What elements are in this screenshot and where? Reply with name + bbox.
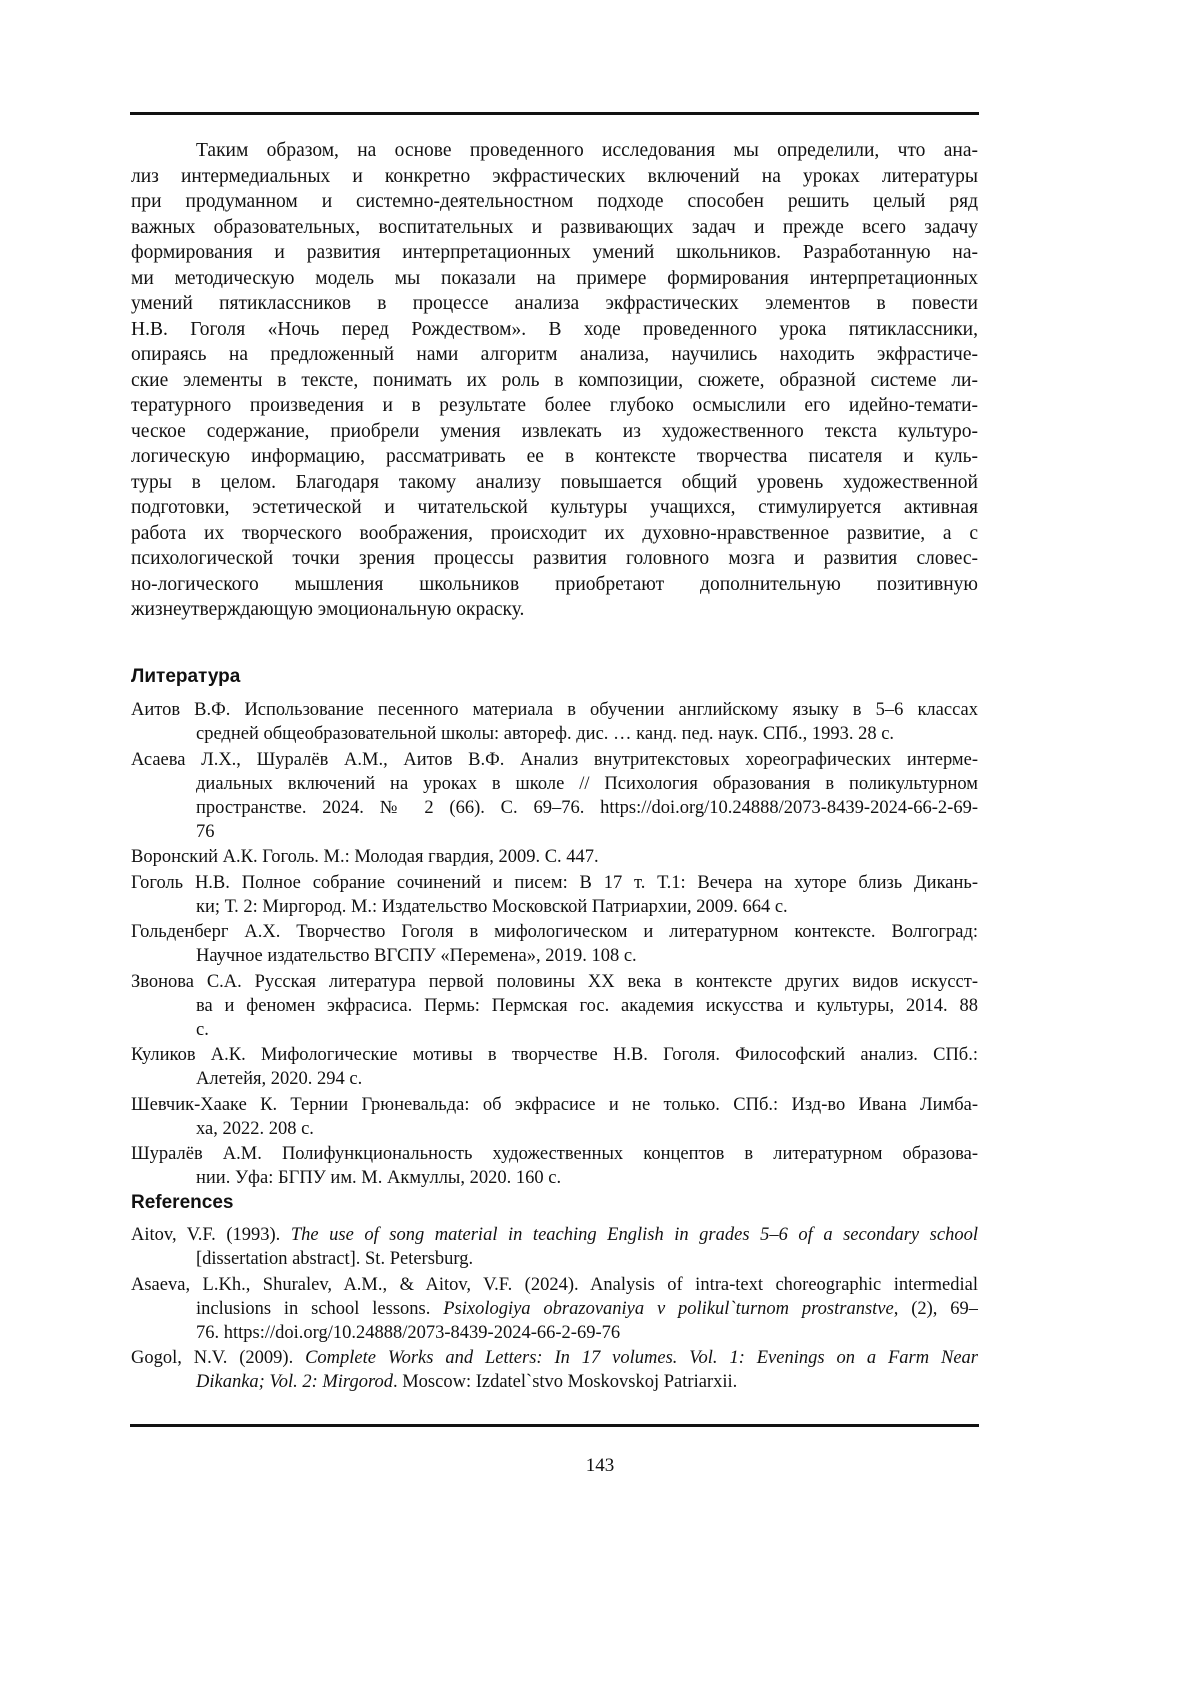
ref-text: Gogol, N.V. (2009).	[131, 1348, 306, 1368]
ref-line: Куликов А.К. Мифологические мотивы в творчестве Н.В. Гоголя. Философский анализ. СПб.:	[131, 1045, 978, 1065]
ref-line: Асаева Л.Х., Шуралёв А.М., Аитов В.Ф. Анализ внутритекстовых хореографических интерме-	[131, 749, 978, 770]
ref-line: 76	[196, 821, 215, 842]
text-line: Таким образом, на основе проведенного исследования мы определили, что ана-	[196, 140, 978, 161]
text-line: работа их творческого воображения, происходит их духовно-нравственное развитие, а с	[131, 522, 978, 544]
ref-line: ва и феномен экфрасиса. Пермь: Пермская гос. академия искусства и культуры, 2014. 88	[196, 995, 978, 1016]
reference-entry	[131, 1223, 978, 1271]
ref-title: Complete Works and Letters: In 17 volumes. Vol. 1: Evenings on a Farm Near	[305, 1348, 978, 1368]
text-line: при продуманном и системно-деятельностном подходе способен решить целый ряд	[131, 191, 978, 212]
body-paragraph	[131, 138, 978, 623]
literature-heading: Литература	[131, 666, 241, 687]
ref-line: нии. Уфа: БГПУ им. М. Акмуллы, 2020. 160 с.	[196, 1168, 562, 1188]
ref-line: Гоголь Н.В. Полное собрание сочинений и писем: В 17 т. Т.1: Вечера на хуторе близь Дикань-	[131, 872, 978, 893]
ref-line: средней общеобразовательной школы: автореф. дис. … канд. пед. наук. СПб., 1993. 28 с.	[196, 724, 895, 744]
ref-text: [dissertation abstract]. St. Petersburg.	[196, 1249, 474, 1269]
literature-entry	[131, 845, 978, 869]
ref-line: Гольденберг А.Х. Творчество Гоголя в мифологическом и литературном контексте. Волгоград:	[131, 922, 978, 942]
ref-text: . Moscow: Izdatel`stvo Moskovskoj Patriarxii.	[392, 1372, 738, 1392]
ref-line: Научное издательство ВГСПУ «Перемена», 2019. 108 с.	[196, 946, 637, 966]
ref-line: ха, 2022. 208 с.	[196, 1118, 314, 1139]
text-line: опираясь на предложенный нами алгоритм анализа, научились находить экфрастиче-	[131, 344, 978, 365]
text-line: формирования и развития интерпретационных умений школьников. Разработанную на-	[131, 242, 978, 263]
top-rule	[130, 112, 979, 115]
text-line: ми методическую модель мы показали на примере формирования интерпретационных	[131, 267, 978, 289]
ref-text: inclusions in school lessons.	[196, 1298, 444, 1319]
text-line: важных образовательных, воспитательных и развивающих задач и прежде всего задачу	[131, 216, 978, 238]
ref-line: Звонова С.А. Русская литература первой половины XX века в контексте других видов искусст-	[131, 971, 978, 992]
text-line: ские элементы в тексте, понимать их роль в композиции, сюжете, образной системе ли-	[131, 369, 978, 391]
text-line: психологической точки зрения процессы развития головного мозга и развития словес-	[131, 548, 978, 569]
bottom-rule	[130, 1424, 979, 1427]
text-line: Н.В. Гоголя «Ночь перед Рождеством». В ходе проведенного урока пятиклассники,	[131, 318, 978, 340]
ref-line: с.	[196, 1019, 209, 1040]
literature-entry	[131, 698, 978, 746]
text-line: подготовки, эстетической и читательской культуры учащихся, стимулируется активная	[131, 497, 978, 518]
reference-entry	[131, 1273, 978, 1345]
literature-entry	[131, 871, 978, 919]
text-line: лиз интермедиальных и конкретно экфрастических включений на уроках литературы	[131, 165, 978, 187]
text-line: умений пятиклассников в процессе анализа экфрастических элементов в повести	[131, 293, 978, 314]
ref-line: пространстве. 2024. № 2 (66). С. 69–76. https://doi.org/10.24888/2073-8439-2024-66-2-69-	[196, 797, 978, 818]
ref-title: The use of song material in teaching English in grades 5–6 of a secondary school	[290, 1225, 978, 1245]
ref-line: Аитов В.Ф. Использование песенного материала в обучении английскому языку в 5–6 классах	[131, 700, 978, 720]
references-list	[131, 1223, 978, 1396]
text-line: но-логического мышления школьников приобретают дополнительную позитивную	[131, 573, 978, 595]
ref-text: Asaeva, L.Kh., Shuralev, A.M., & Aitov, V.F. (2024). Analysis of intra-text choreographic intermedial	[131, 1274, 978, 1295]
ref-text: , (2), 69–	[893, 1298, 978, 1319]
literature-entry	[131, 970, 978, 1042]
text-line: логическую информацию, рассматривать ее в контексте творчества писателя и куль-	[131, 446, 978, 467]
ref-line: Шевчик-Хааке К. Тернии Грюневальда: об экфрасисе и не только. СПб.: Изд-во Ивана Лимба-	[131, 1094, 978, 1115]
references-heading: References	[131, 1192, 234, 1213]
ref-doi: 76. https://doi.org/10.24888/2073-8439-2024-66-2-69-76	[196, 1322, 621, 1343]
text-line: ческое содержание, приобрели умения извлекать из художественного текста культуро-	[131, 420, 978, 442]
page-number: 143	[585, 1455, 615, 1476]
ref-text: Aitov, V.F. (1993).	[131, 1225, 291, 1245]
ref-line: Алетейя, 2020. 294 с.	[196, 1069, 363, 1089]
ref-line: ки; Т. 2: Миргород. М.: Издательство Московской Патриархии, 2009. 664 с.	[196, 896, 788, 917]
ref-line: Шуралёв А.М. Полифункциональность художественных концептов в литературном образова-	[131, 1144, 978, 1164]
literature-entry	[131, 1142, 978, 1190]
text-line: туры в целом. Благодаря такому анализу повышается общий уровень художественной	[131, 471, 978, 493]
literature-entry	[131, 920, 978, 968]
literature-list	[131, 698, 978, 1192]
ref-line: диальных включений на уроках в школе // Психология образования в поликультурном	[196, 773, 978, 794]
literature-entry	[131, 1043, 978, 1091]
ref-title: Dikanka; Vol. 2: Mirgorod	[196, 1372, 393, 1392]
ref-line: Воронский А.К. Гоголь. М.: Молодая гвардия, 2009. С. 447.	[131, 847, 599, 867]
ref-journal: Psixologiya obrazovaniya v polikul`turnom prostranstve	[443, 1298, 894, 1319]
text-line: жизнеутверждающую эмоциональную окраску.	[131, 599, 525, 620]
reference-entry	[131, 1346, 978, 1394]
literature-entry	[131, 1093, 978, 1141]
text-line: тературного произведения и в результате более глубоко осмыслили его идейно-темати-	[131, 395, 978, 416]
literature-entry	[131, 748, 978, 844]
